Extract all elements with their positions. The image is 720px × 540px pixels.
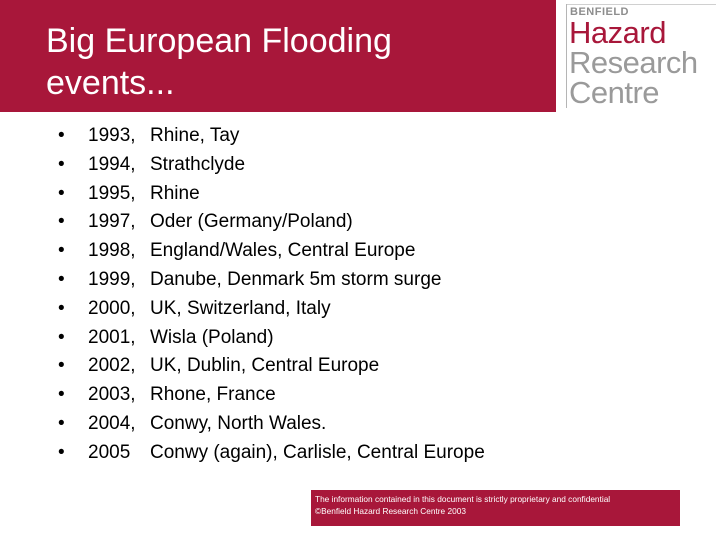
event-locations: Conwy, North Wales. xyxy=(150,412,327,434)
event-year: 2001, xyxy=(88,326,136,348)
event-year: 2002, xyxy=(88,355,136,377)
logo-centre-text: Centre xyxy=(569,75,660,110)
bullet-icon: • xyxy=(58,297,65,319)
event-year: 1993, xyxy=(88,125,136,146)
bullet-icon: • xyxy=(58,182,65,204)
event-year: 2003, xyxy=(88,384,136,406)
event-locations: England/Wales, Central Europe xyxy=(150,240,416,262)
copyright-text: ©Benfield Hazard Research Centre 2003 xyxy=(315,506,466,516)
logo-hazard-text: Hazard xyxy=(569,15,666,50)
logo-left-rule xyxy=(566,4,567,108)
bullet-icon: • xyxy=(58,240,65,262)
bullet-icon: • xyxy=(58,268,65,290)
bullet-icon: • xyxy=(58,384,65,406)
bullet-icon: • xyxy=(58,125,65,146)
bullet-icon: • xyxy=(58,326,65,348)
bullet-icon: • xyxy=(58,412,65,434)
logo-benfield-text: BENFIELD xyxy=(570,6,629,18)
event-locations: Wisla (Poland) xyxy=(150,326,274,348)
event-locations: Oder (Germany/Poland) xyxy=(150,211,353,233)
event-year: 1999, xyxy=(88,268,136,290)
event-year: 1995, xyxy=(88,182,136,204)
bullet-icon: • xyxy=(58,355,65,377)
event-locations: Rhine xyxy=(150,182,200,204)
title-banner xyxy=(0,0,556,112)
event-locations: Strathclyde xyxy=(150,153,246,175)
event-locations: Conwy (again), Carlisle, Central Europe xyxy=(150,441,485,463)
bullet-icon: • xyxy=(58,153,65,175)
event-year: 1998, xyxy=(88,240,136,262)
event-year: 1997, xyxy=(88,211,136,233)
bullet-icon: • xyxy=(58,441,65,463)
event-locations: Rhine, Tay xyxy=(150,125,240,146)
event-locations: UK, Dublin, Central Europe xyxy=(150,355,380,377)
confidentiality-text: The information contained in this document is strictly proprietary and confidential xyxy=(315,494,611,504)
bullet-icon: • xyxy=(58,211,65,233)
event-year: 2000, xyxy=(88,297,136,319)
logo-top-rule xyxy=(566,4,716,5)
event-year: 1994, xyxy=(88,153,136,175)
slide-title: Big European Flooding events... xyxy=(46,22,392,102)
event-year: 2005 xyxy=(88,441,131,463)
logo-research-text: Research xyxy=(569,45,698,80)
event-locations: Danube, Denmark 5m storm surge xyxy=(150,268,442,290)
event-locations: Rhone, France xyxy=(150,384,276,406)
event-locations: UK, Switzerland, Italy xyxy=(150,297,331,319)
confidentiality-notice xyxy=(311,490,680,526)
benfield-hazard-research-centre-logo xyxy=(566,4,716,108)
event-year: 2004, xyxy=(88,412,136,434)
